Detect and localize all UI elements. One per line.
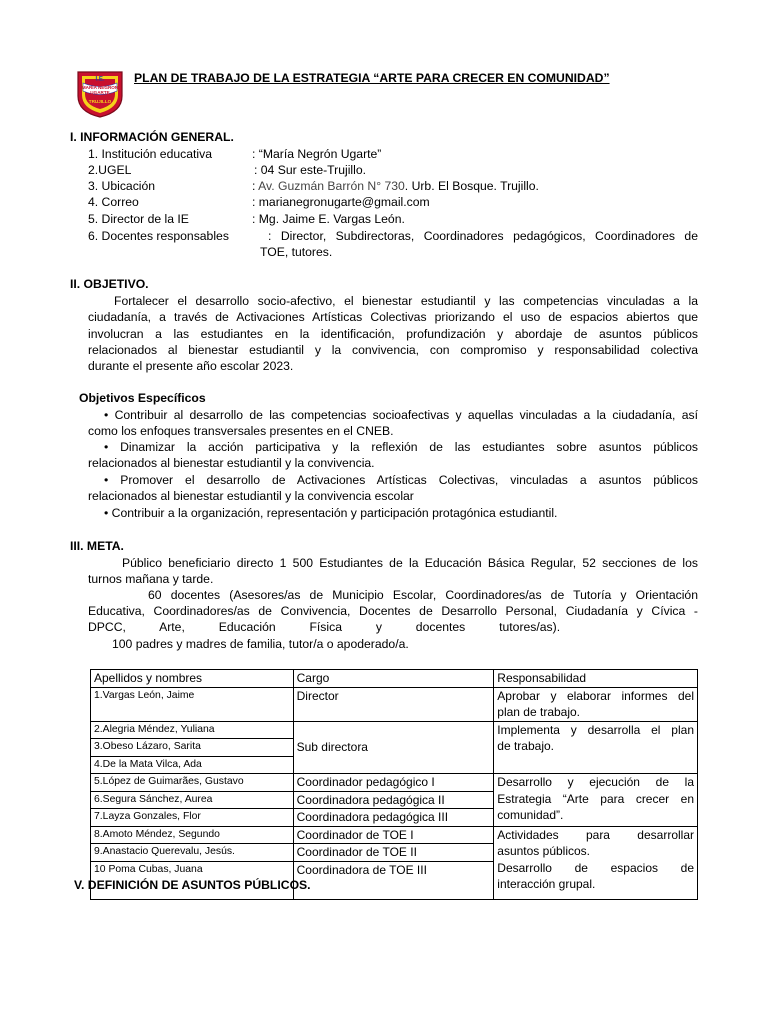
table-row [91,774,698,792]
specific-2-line-1: • Dinamizar la acción participativa y la reflexión de las estudiantes sobre asuntos públicos [104,440,698,454]
info-value-3-rest: . Urb. El Bosque. Trujillo. [404,179,539,193]
meta-line-5: DPCC, Arte, Educación Física y docentes tutores/as). [88,620,561,634]
resp-text: Actividades para desarrollar [497,827,694,842]
table-cell-cargo: Coordinadora pedagógica II [293,791,494,809]
info-label-4: 4. Correo [88,195,139,209]
table-cell-cargo: Coordinadora de TOE III [293,861,494,899]
info-value-2: : 04 Sur este-Trujillo. [254,163,366,177]
table-header-names: Apellidos y nombres [91,670,294,688]
resp-text: Estrategia “Arte para crecer en [497,791,694,806]
logo-text-city: TRUJILLO [88,99,112,104]
objective-line-2: ciudadanía, a través de Activaciones Artísticas Colectivas priorizando el uso de espacios abiertos que [88,310,698,324]
table-cell-cargo: Coordinador pedagógico I [293,774,494,792]
section-2-heading: II. OBJETIVO. [70,277,149,291]
section-1-heading: I. INFORMACIÓN GENERAL. [70,130,234,144]
school-crest-logo [74,66,126,118]
specific-3-line-2: relacionados al bienestar estudiantil y la convivencia escolar [88,489,414,503]
table-cell-name: 2.Alegria Méndez, Yuliana [91,721,294,739]
info-label-6: 6. Docentes responsables [88,229,229,243]
table-cell-resp [494,774,698,827]
table-cell-cargo: Coordinador de TOE II [293,844,494,862]
table-cell-cargo: Sub directora [293,721,494,774]
specific-4-line-1: • Contribuir a la organización, representación y participación protagónica estudiantil. [104,506,558,520]
table-header-cargo: Cargo [293,670,494,688]
info-value-3 [252,178,539,195]
info-label-3: 3. Ubicación [88,179,156,193]
table-cell-resp [494,721,698,774]
resp-text: interacción grupal. [497,877,596,891]
resp-text: comunidad”. [497,808,564,822]
table-header-responsabilidad: Responsabilidad [494,670,698,688]
specific-1-line-2: como los enfoques transversales presentes en el CNEB. [88,424,394,438]
meta-line-6: 100 padres y madres de familia, tutor/a o apoderado/a. [112,637,409,651]
specific-objectives-heading: Objetivos Específicos [79,391,206,405]
specific-1-line-1: • Contribuir al desarrollo de las competencias socioafectivas y aquellas vinculadas a la ciudadanía, así [104,408,698,422]
logo-text-ie: I.E. [95,76,105,83]
table-cell-name: 3.Obeso Lázaro, Sarita [91,739,294,757]
objective-line-3: involucran a las estudiantes en la identificación, profundización y abordaje de asuntos públicos [88,327,698,341]
table-cell-name: 10 Poma Cubas, Juana [91,861,294,899]
table-cell-resp [494,687,698,721]
table-cell-resp [494,826,698,899]
specific-2-line-2: relacionados al bienestar estudiantil y la convivencia. [88,456,375,470]
meta-line-3: 60 docentes (Asesores/as de Municipio Escolar, Coordinadores/as de Tutoría y Orientación [148,588,698,602]
info-label-1: 1. Institución educativa [88,147,212,161]
info-value-4: : marianegronugarte@gmail.com [252,195,430,209]
resp-text: asuntos públicos. [497,844,591,858]
table-row [91,721,698,739]
info-value-3-address: Av. Guzmán Barrón N° 730 [258,179,405,193]
resp-text: Desarrollo de espacios de [497,860,694,875]
document-title: PLAN DE TRABAJO DE LA ESTRATEGIA “ARTE PARA CRECER EN COMUNIDAD” [134,71,610,85]
table-cell-name: 4.De la Mata Vilca, Ada [91,756,294,774]
table-cell-cargo: Coordinadora pedagógica III [293,809,494,827]
section-5-heading: V. DEFINICIÓN DE ASUNTOS PÚBLICOS. [74,878,311,892]
table-row [91,826,698,844]
resp-text: de trabajo. [497,739,554,753]
responsibility-table [90,669,698,900]
resp-text: Aprobar y elaborar informes del [497,688,694,703]
table-header-row [91,670,698,688]
objective-line-1: Fortalecer el desarrollo socio-afectivo, el bienestar estudiantil y las competencias vinculadas a la [114,294,698,308]
info-value-6: : Director, Subdirectoras, Coordinadores pedagógicos, Coordinadores de [268,229,698,243]
info-label-2: 2.UGEL [88,163,132,177]
table-cell-name: 8.Amoto Méndez, Segundo [91,826,294,844]
info-value-5: : Mg. Jaime E. Vargas León. [252,212,405,226]
info-value-6-cont: TOE, tutores. [260,245,333,259]
info-label-5: 5. Director de la IE [88,212,189,226]
table-cell-name: 6.Segura Sánchez, Aurea [91,791,294,809]
resp-text: Implementa y desarrolla el plan [497,722,694,737]
meta-line-1: Público beneficiario directo 1 500 Estudiantes de la Educación Básica Regular, 52 secciones de los [122,556,698,570]
meta-line-4: Educativa, Coordinadores/as de Convivencia, Docentes de Desarrollo Personal, Ciudadanía y Cívica - [88,604,698,618]
section-3-heading: III. META. [70,539,124,553]
objective-line-4: relacionados al bienestar estudiantil y la convivencia, con compromiso y responsabilidad colectiva [88,343,698,357]
resp-text: plan de trabajo. [497,705,581,719]
table-cell-name: 9.Anastacio Querevalu, Jesús. [91,844,294,862]
table-cell-name: 1.Vargas León, Jaime [91,687,294,721]
specific-3-line-1: • Promover el desarrollo de Activaciones Artísticas Colectivas, vinculadas a asuntos públicos [104,473,698,487]
info-value-1: : “María Negrón Ugarte” [252,147,382,161]
table-cell-cargo: Director [293,687,494,721]
objective-line-5: durante el presente año escolar 2023. [88,359,294,373]
logo-text-name: MARIA NEGRON [81,85,119,90]
table-cell-name: 5.López de Guimarães, Gustavo [91,774,294,792]
resp-text: Desarrollo y ejecución de la [497,775,694,789]
table-cell-name: 7.Layza Gonzales, Flor [91,809,294,827]
meta-line-2: turnos mañana y tarde. [88,572,214,586]
logo-text-surname: UGARTE [90,90,110,95]
info-value-3-prefix: : [252,179,259,193]
table-cell-cargo: Coordinador de TOE I [293,826,494,844]
table-row [91,687,698,721]
